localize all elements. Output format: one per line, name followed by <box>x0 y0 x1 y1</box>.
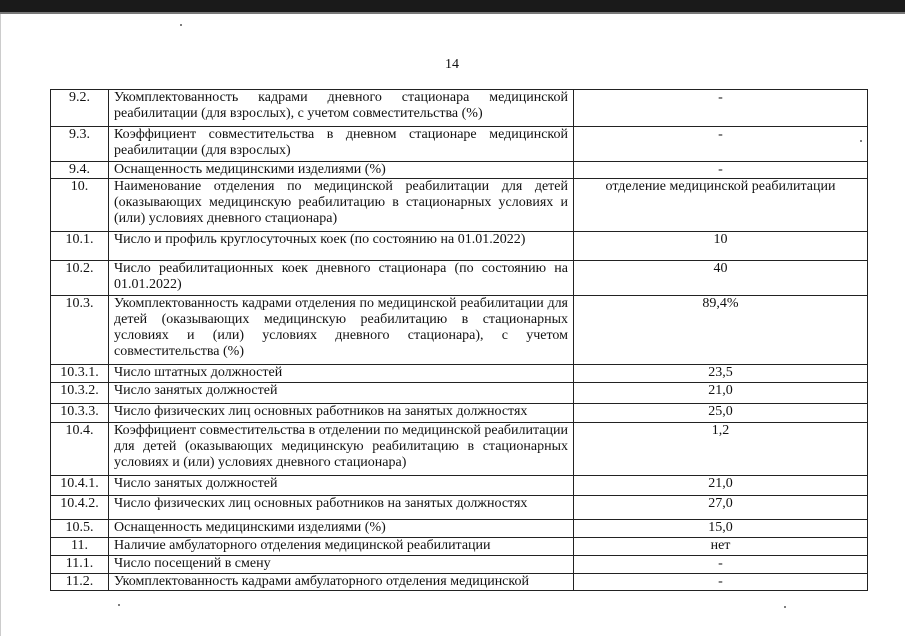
scan-speck <box>860 140 862 142</box>
row-description: Коэффициент совместительства в отделении по медицинской реабилитации для детей (оказывающих медицинскую реабилитацию в стационарных условиях и (или) условиях дневного стационара) <box>109 423 574 476</box>
table-row <box>51 476 868 496</box>
scan-top-border-edge <box>0 12 905 14</box>
table-row <box>51 162 868 179</box>
row-description: Число и профиль круглосуточных коек (по состоянию на 01.01.2022) <box>109 232 574 261</box>
row-description: Число штатных должностей <box>109 365 574 383</box>
scan-left-edge <box>0 14 1 636</box>
table-row <box>51 423 868 476</box>
row-value: 15,0 <box>574 520 868 538</box>
row-value: 23,5 <box>574 365 868 383</box>
row-number: 10.5. <box>51 520 109 538</box>
table-row <box>51 90 868 127</box>
row-description: Укомплектованность кадрами амбулаторного отделения медицинской <box>109 574 574 591</box>
table-row <box>51 556 868 574</box>
row-description: Число занятых должностей <box>109 383 574 404</box>
row-number: 9.3. <box>51 127 109 162</box>
table-row <box>51 261 868 296</box>
row-description: Число физических лиц основных работников на занятых должностях <box>109 496 574 520</box>
row-description: Укомплектованность кадрами дневного стационара медицинской реабилитации (для взрослых), с учетом совместительства (%) <box>109 90 574 127</box>
row-value: 21,0 <box>574 476 868 496</box>
row-number: 10.3.2. <box>51 383 109 404</box>
row-description: Укомплектованность кадрами отделения по медицинской реабилитации для детей (оказывающих медицинскую реабилитацию в стационарных условиях и (или) условиях дневного стационара), с учетом совместительства (%) <box>109 296 574 365</box>
row-value: 1,2 <box>574 423 868 476</box>
scan-speck <box>118 604 120 606</box>
row-description: Наличие амбулаторного отделения медицинской реабилитации <box>109 538 574 556</box>
row-value: 10 <box>574 232 868 261</box>
row-value: 40 <box>574 261 868 296</box>
row-description: Число посещений в смену <box>109 556 574 574</box>
table-row <box>51 296 868 365</box>
row-value: - <box>574 556 868 574</box>
row-number: 11.2. <box>51 574 109 591</box>
row-number: 10.4. <box>51 423 109 476</box>
table-row <box>51 127 868 162</box>
scan-speck <box>784 606 786 608</box>
row-value: - <box>574 90 868 127</box>
row-number: 10. <box>51 179 109 232</box>
table-row <box>51 179 868 232</box>
scan-top-border <box>0 0 905 12</box>
indicators-table <box>50 89 868 591</box>
row-number: 10.3.1. <box>51 365 109 383</box>
row-value: 89,4% <box>574 296 868 365</box>
row-description: Наименование отделения по медицинской реабилитации для детей (оказывающих медицинскую реабилитацию в стационарных условиях и (или) условиях дневного стационара) <box>109 179 574 232</box>
row-value: 25,0 <box>574 404 868 423</box>
row-description: Число физических лиц основных работников на занятых должностях <box>109 404 574 423</box>
row-number: 10.3.3. <box>51 404 109 423</box>
scan-speck <box>180 24 182 26</box>
row-number: 10.2. <box>51 261 109 296</box>
row-number: 11. <box>51 538 109 556</box>
table-row <box>51 383 868 404</box>
table-row <box>51 520 868 538</box>
table-row <box>51 574 868 591</box>
table-row <box>51 404 868 423</box>
row-description: Число занятых должностей <box>109 476 574 496</box>
row-value: 21,0 <box>574 383 868 404</box>
row-number: 9.4. <box>51 162 109 179</box>
row-value: - <box>574 162 868 179</box>
row-value: 27,0 <box>574 496 868 520</box>
row-value: отделение медицинской реабилитации <box>574 179 868 232</box>
page-number: 14 <box>445 57 459 72</box>
row-value: нет <box>574 538 868 556</box>
row-number: 10.3. <box>51 296 109 365</box>
row-description: Коэффициент совместительства в дневном стационаре медицинской реабилитации (для взрослых) <box>109 127 574 162</box>
row-description: Число реабилитационных коек дневного стационара (по состоянию на 01.01.2022) <box>109 261 574 296</box>
row-number: 10.4.2. <box>51 496 109 520</box>
row-number: 11.1. <box>51 556 109 574</box>
row-description: Оснащенность медицинскими изделиями (%) <box>109 162 574 179</box>
row-number: 9.2. <box>51 90 109 127</box>
row-description: Оснащенность медицинскими изделиями (%) <box>109 520 574 538</box>
row-value: - <box>574 574 868 591</box>
table-row <box>51 365 868 383</box>
table-row <box>51 496 868 520</box>
table-row <box>51 538 868 556</box>
row-number: 10.1. <box>51 232 109 261</box>
table-row <box>51 232 868 261</box>
row-number: 10.4.1. <box>51 476 109 496</box>
row-value: - <box>574 127 868 162</box>
